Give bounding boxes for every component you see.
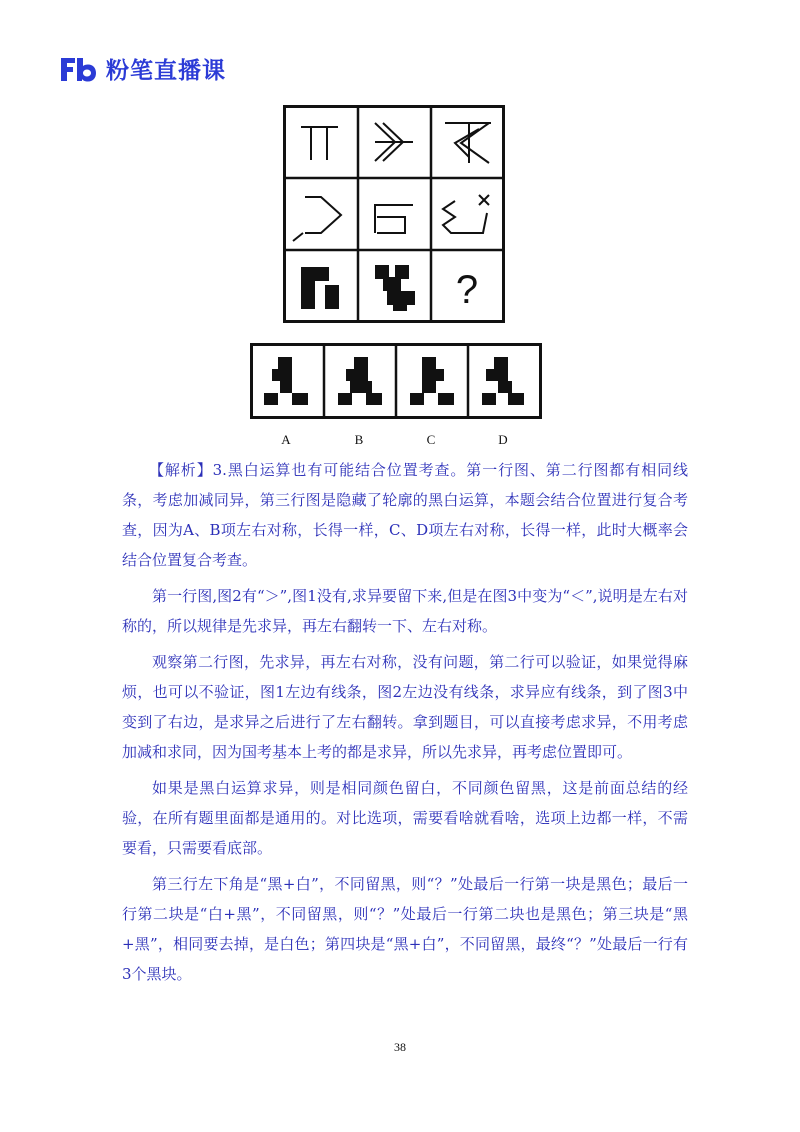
explanation-paragraph-5: 第三行左下角是“黑+白”，不同留黑，则“？”处最后一行第一块是黑色；最后一行第二块是“白+黑”，不同留黑，则“？”处最后一行第二块也是黑色；第三块是“黑+黑”，相同要去掉，是白色；第四块是“黑+白”，不同留黑，最终“？”处最后一行有3个黑块。 xyxy=(122,875,688,983)
option-label-d: D xyxy=(498,432,508,447)
explanation-tag: 【解析】 xyxy=(149,461,213,479)
logo-text: 粉笔直播课 xyxy=(106,58,226,84)
option-label-b: B xyxy=(354,432,364,447)
option-label-a: A xyxy=(281,432,291,447)
explanation-paragraph-4: 如果是黑白运算求异，则是相同颜色留白，不同颜色留黑，这是前面总结的经验，在所有题里面都是通用的。对比选项，需要看啥就看啥，选项上边都一样，不需要看，只需要看底部。 xyxy=(122,779,688,857)
brand-logo xyxy=(58,52,226,85)
option-c-figure xyxy=(410,357,454,405)
cell-r1c1 xyxy=(301,127,338,160)
cell-r2c2 xyxy=(375,205,413,233)
explanation-paragraph-2: 第一行图,图2有“＞”,图1没有,求异要留下来,但是在图3中变为“＜”,说明是左右对称的，所以规律是先求异，再左右翻转一下、左右对称。 xyxy=(122,587,688,635)
cell-r2c3 xyxy=(443,195,489,233)
page-number: 38 xyxy=(394,1040,406,1054)
cell-r3c2 xyxy=(375,265,415,311)
cell-r3c1 xyxy=(301,267,339,309)
option-label-c: C xyxy=(426,432,436,447)
explanation-paragraph-3: 观察第二行图，先求异，再左右对称，没有问题，第二行可以验证，如果觉得麻烦，也可以不验证，图1左边有线条，图2左边没有线条，求异应有线条，到了图3中变到了右边，是求异之后进行了左右翻转。拿到题目，可以直接考虑求异，不用考虑加减和求同，因为国考基本上考的都是求异，所以先求异，再考虑位置即可。 xyxy=(122,653,688,761)
explanation-paragraph-1: 【解析】3.黑白运算也有可能结合位置考查。第一行图、第二行图都有相同线条，考虑加减同异，第三行图是隐藏了轮廓的黑白运算，本题会结合位置进行复合考查，因为A、B项左右对称，长得一样，C、D项左右对称，长得一样，此时大概率会结合位置复合考查。 xyxy=(122,461,688,569)
explanation xyxy=(122,455,688,995)
puzzle-grid xyxy=(283,105,505,323)
option-a-figure xyxy=(264,357,308,405)
option-d-figure xyxy=(482,357,524,405)
cell-r1c2 xyxy=(375,123,413,161)
cell-r1c3 xyxy=(445,123,491,163)
fb-logo-icon xyxy=(58,54,98,84)
option-b-figure xyxy=(338,357,382,405)
cell-r2c1 xyxy=(293,197,341,241)
answer-options xyxy=(250,343,542,419)
question-mark: ? xyxy=(455,268,479,312)
